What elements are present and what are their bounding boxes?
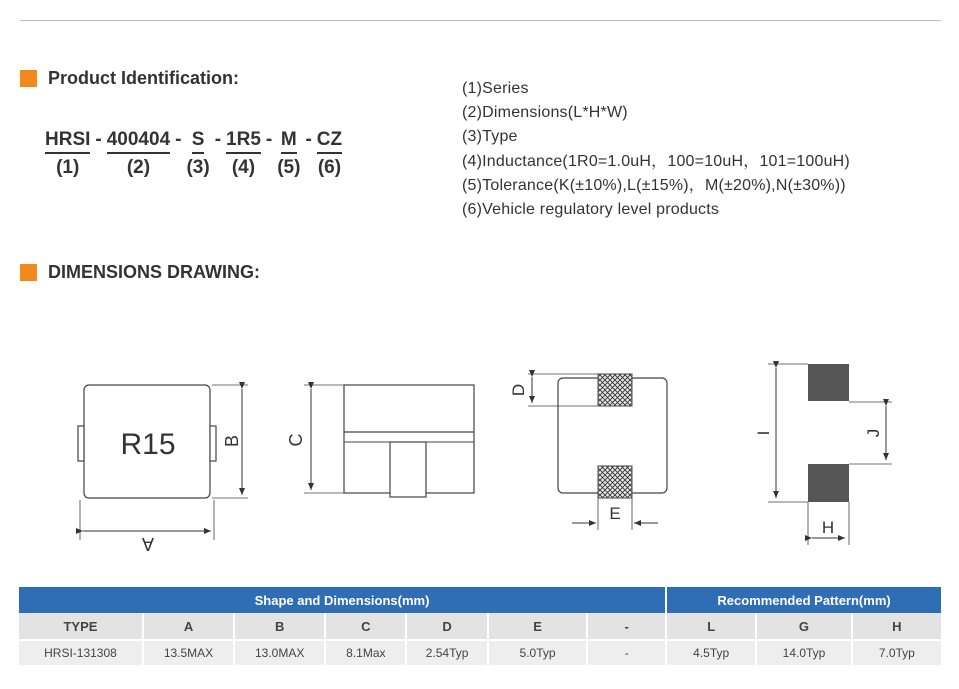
bottom-view xyxy=(509,374,667,530)
col-header: L xyxy=(666,613,756,640)
code-segment-inductance xyxy=(226,128,261,179)
definition-item: (2)Dimensions(L*H*W) xyxy=(462,104,628,122)
code-value: HRSI xyxy=(45,128,90,154)
dim-label-j: J xyxy=(864,428,883,438)
col-header: C xyxy=(325,613,406,640)
code-dash: - xyxy=(214,129,222,150)
recommended-pattern xyxy=(754,364,892,545)
section-product-identification xyxy=(20,68,239,89)
col-header: - xyxy=(587,613,666,640)
code-segment-tolerance xyxy=(277,128,300,179)
section-title: DIMENSIONS DRAWING: xyxy=(48,262,261,282)
table-cell: 13.0MAX xyxy=(234,640,325,665)
table-cell: 2.54Typ xyxy=(406,640,487,665)
code-index: (5) xyxy=(277,157,301,178)
code-index: (4) xyxy=(231,157,256,178)
col-header: E xyxy=(488,613,588,640)
dim-label-e: E xyxy=(609,504,621,523)
code-value: 1R5 xyxy=(226,128,261,154)
dim-label-d: D xyxy=(509,383,528,397)
code-dash: - xyxy=(95,129,102,150)
dim-label-h: H xyxy=(821,518,835,537)
col-header: D xyxy=(406,613,487,640)
table-cell: - xyxy=(587,640,666,665)
orange-square-icon xyxy=(20,264,37,281)
code-segment-type xyxy=(186,128,209,179)
dimensions-table xyxy=(19,587,941,665)
table-cell: 5.0Typ xyxy=(488,640,588,665)
part-number-code xyxy=(45,128,342,179)
definition-item: (3)Type xyxy=(462,128,518,146)
col-header: TYPE xyxy=(19,613,143,640)
side-view xyxy=(286,385,474,497)
code-dash: - xyxy=(305,129,312,150)
code-value: S xyxy=(192,128,205,154)
dimensions-drawing xyxy=(0,345,959,575)
table-cell: 14.0Typ xyxy=(756,640,851,665)
table-group-pattern: Recommended Pattern(mm) xyxy=(666,587,941,613)
table-cell: 8.1Max xyxy=(325,640,406,665)
table-row xyxy=(19,640,941,665)
top-view xyxy=(78,385,248,554)
code-value: CZ xyxy=(317,128,342,154)
code-index: (2) xyxy=(126,157,151,178)
code-index: (6) xyxy=(317,157,342,178)
code-dash: - xyxy=(175,129,182,150)
col-header: G xyxy=(756,613,851,640)
col-header: H xyxy=(852,613,941,640)
table-cell: 7.0Typ xyxy=(852,640,941,665)
code-segment-dimensions xyxy=(107,128,170,179)
top-divider xyxy=(20,20,941,21)
code-definitions xyxy=(462,77,850,222)
col-header: B xyxy=(234,613,325,640)
definition-item: (1)Series xyxy=(462,80,529,97)
marking-text: R15 xyxy=(120,428,176,461)
code-index: (3) xyxy=(186,157,210,178)
col-header: A xyxy=(143,613,234,640)
code-dash: - xyxy=(265,129,273,150)
dim-label-a: A xyxy=(141,534,155,554)
table-cell: HRSI-131308 xyxy=(19,640,143,665)
definition-item: (6)Vehicle regulatory level products xyxy=(462,201,720,219)
orange-square-icon xyxy=(20,70,37,87)
code-index: (1) xyxy=(56,157,80,178)
code-value: M xyxy=(281,128,297,154)
code-segment-series xyxy=(45,128,90,179)
table-cell: 4.5Typ xyxy=(666,640,756,665)
table-cell: 13.5MAX xyxy=(143,640,234,665)
table-group-shape: Shape and Dimensions(mm) xyxy=(19,587,666,613)
definition-item: (5)Tolerance(K(±10%),L(±15%)，M(±20%),N(±30%)) xyxy=(462,176,846,194)
section-title: Product Identification: xyxy=(48,68,239,88)
dim-label-c: C xyxy=(286,433,306,447)
table-header-row xyxy=(19,613,941,640)
dim-label-b: B xyxy=(222,434,242,448)
definition-item: (4)Inductance(1R0=1.0uH，100=10uH，101=100uH) xyxy=(462,152,850,170)
code-value: 400404 xyxy=(107,128,170,154)
dim-label-i: I xyxy=(754,430,773,436)
section-dimensions-drawing xyxy=(20,262,260,283)
code-segment-vehicle xyxy=(317,128,342,179)
